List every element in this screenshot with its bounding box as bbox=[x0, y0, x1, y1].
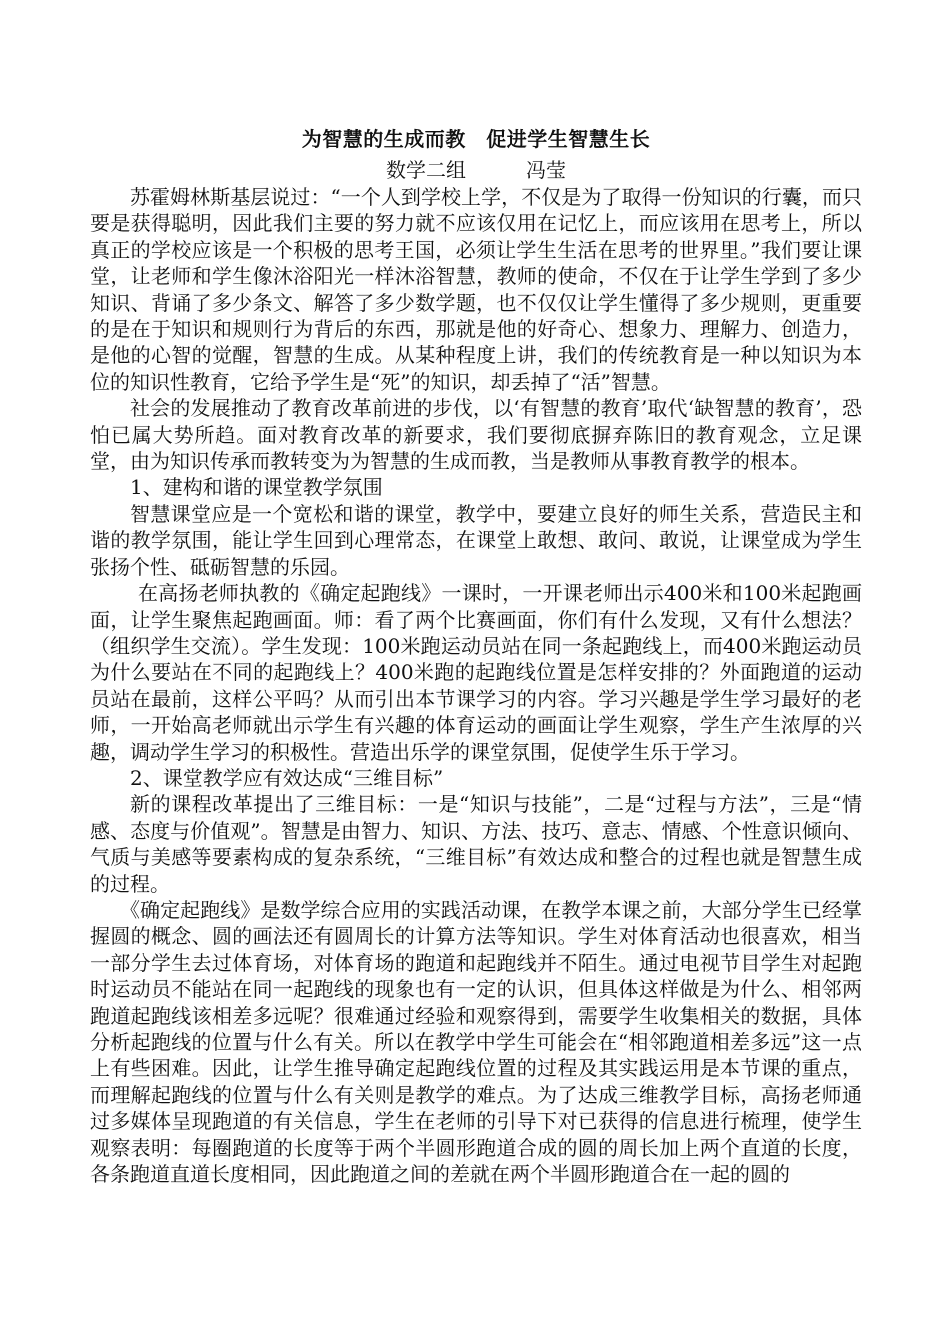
paragraph-example-1: 在高扬老师执教的《确定起跑线》一课时，一开课老师出示400米和100米起跑画面，让学生聚焦起跑画面。师：看了两个比赛画面，你们有什么发现，又有什么想法？（组织学生交流）。学生发现：100米跑运动员站在同一条起跑线上，而400米跑运动员为什么要站在不同的起跑线上？400米跑的起跑线位置是怎样安排的？外面跑道的运动员站在最前，这样公平吗？从而引出本节课学习的内容。学习兴趣是学生学习最好的老师，一开始高老师就出示学生有兴趣的体育运动的画面让学生观察，学生产生浓厚的兴趣，调动学生学习的积极性。营造出乐学的课堂氛围，促使学生乐于学习。 bbox=[90, 581, 862, 764]
paragraph-harmony: 智慧课堂应是一个宽松和谐的课堂，教学中，要建立良好的师生关系，营造民主和谐的教学氛围，能让学生回到心理常态，在课堂上敢想、敢问、敢说，让课堂成为学生张扬个性、砥砺智慧的乐园。 bbox=[90, 501, 862, 579]
paragraph-reform: 社会的发展推动了教育改革前进的步伐，以‘有智慧的教育’取代‘缺智慧的教育’，恐怕已属大势所趋。面对教育改革的新要求，我们要彻底摒弃陈旧的教育观念，立足课堂，由为知识传承而教转变为为智慧的生成而教，当是教师从事教育教学的根本。 bbox=[90, 396, 862, 474]
section-heading-2: 2、课堂教学应有效达成“三维目标” bbox=[130, 765, 444, 790]
document-title: 为智慧的生成而教 促进学生智慧生长 bbox=[301, 127, 651, 151]
document-page bbox=[90, 122, 862, 1187]
paragraph-three-goals: 新的课程改革提出了三维目标：一是“知识与技能”，二是“过程与方法”，三是“情感、态度与价值观”。智慧是由智力、知识、方法、技巧、意志、情感、个性意识倾向、气质与美感等要素构成的复杂系统，“三维目标”有效达成和整合的过程也就是智慧生成的过程。 bbox=[90, 792, 862, 896]
section-heading-1: 1、建构和谐的课堂教学氛围 bbox=[130, 475, 383, 500]
paragraph-example-2: 《确定起跑线》是数学综合应用的实践活动课，在教学本课之前，大部分学生已经掌握圆的概念、圆的画法还有圆周长的计算方法等知识。学生对体育活动也很喜欢，相当一部分学生去过体育场，对体育场的跑道和起跑线并不陌生。通过电视节目学生对起跑时运动员不能站在同一起跑线的现象也有一定的认识，但具体这样做是为什么、相邻两跑道起跑线该相差多远呢？很难通过经验和观察得到，需要学生收集相关的数据，具体分析起跑线的位置与什么有关。所以在教学中学生可能会在“相邻跑道相差多远”这一点上有些困难。因此，让学生推导确定起跑线位置的过程及其实践运用是本节课的重点，而理解起跑线的位置与什么有关则是教学的难点。为了达成三维教学目标，高扬老师通过多媒体呈现跑道的有关信息，学生在老师的引导下对已获得的信息进行梳理，使学生观察表明：每圈跑道的长度等于两个半圆形跑道合成的圆的周长加上两个直道的长度，各条跑道直道长度相同，因此跑道之间的差就在两个半圆形跑道合在一起的圆的 bbox=[90, 897, 862, 1187]
document-byline: 数学二组 冯莹 bbox=[386, 158, 566, 182]
paragraph-intro: 苏霍姆林斯基层说过：“一个人到学校上学，不仅是为了取得一份知识的行囊，而只要是获得聪明，因此我们主要的努力就不应该仅用在记忆上，而应该用在思考上，所以真正的学校应该是一个积极的思考王国，必须让学生生活在思考的世界里。”我们要让课堂，让老师和学生像沐浴阳光一样沐浴智慧，教师的使命，不仅在于让学生学到了多少知识、背诵了多少条文、解答了多少数学题，也不仅仅让学生懂得了多少规则，更重要的是在于知识和规则行为背后的东西，那就是他的好奇心、想象力、理解力、创造力，是他的心智的觉醒，智慧的生成。从某种程度上讲，我们的传统教育是一种以知识为本位的知识性教育，它给予学生是“死”的知识，却丢掉了“活”智慧。 bbox=[90, 185, 862, 394]
